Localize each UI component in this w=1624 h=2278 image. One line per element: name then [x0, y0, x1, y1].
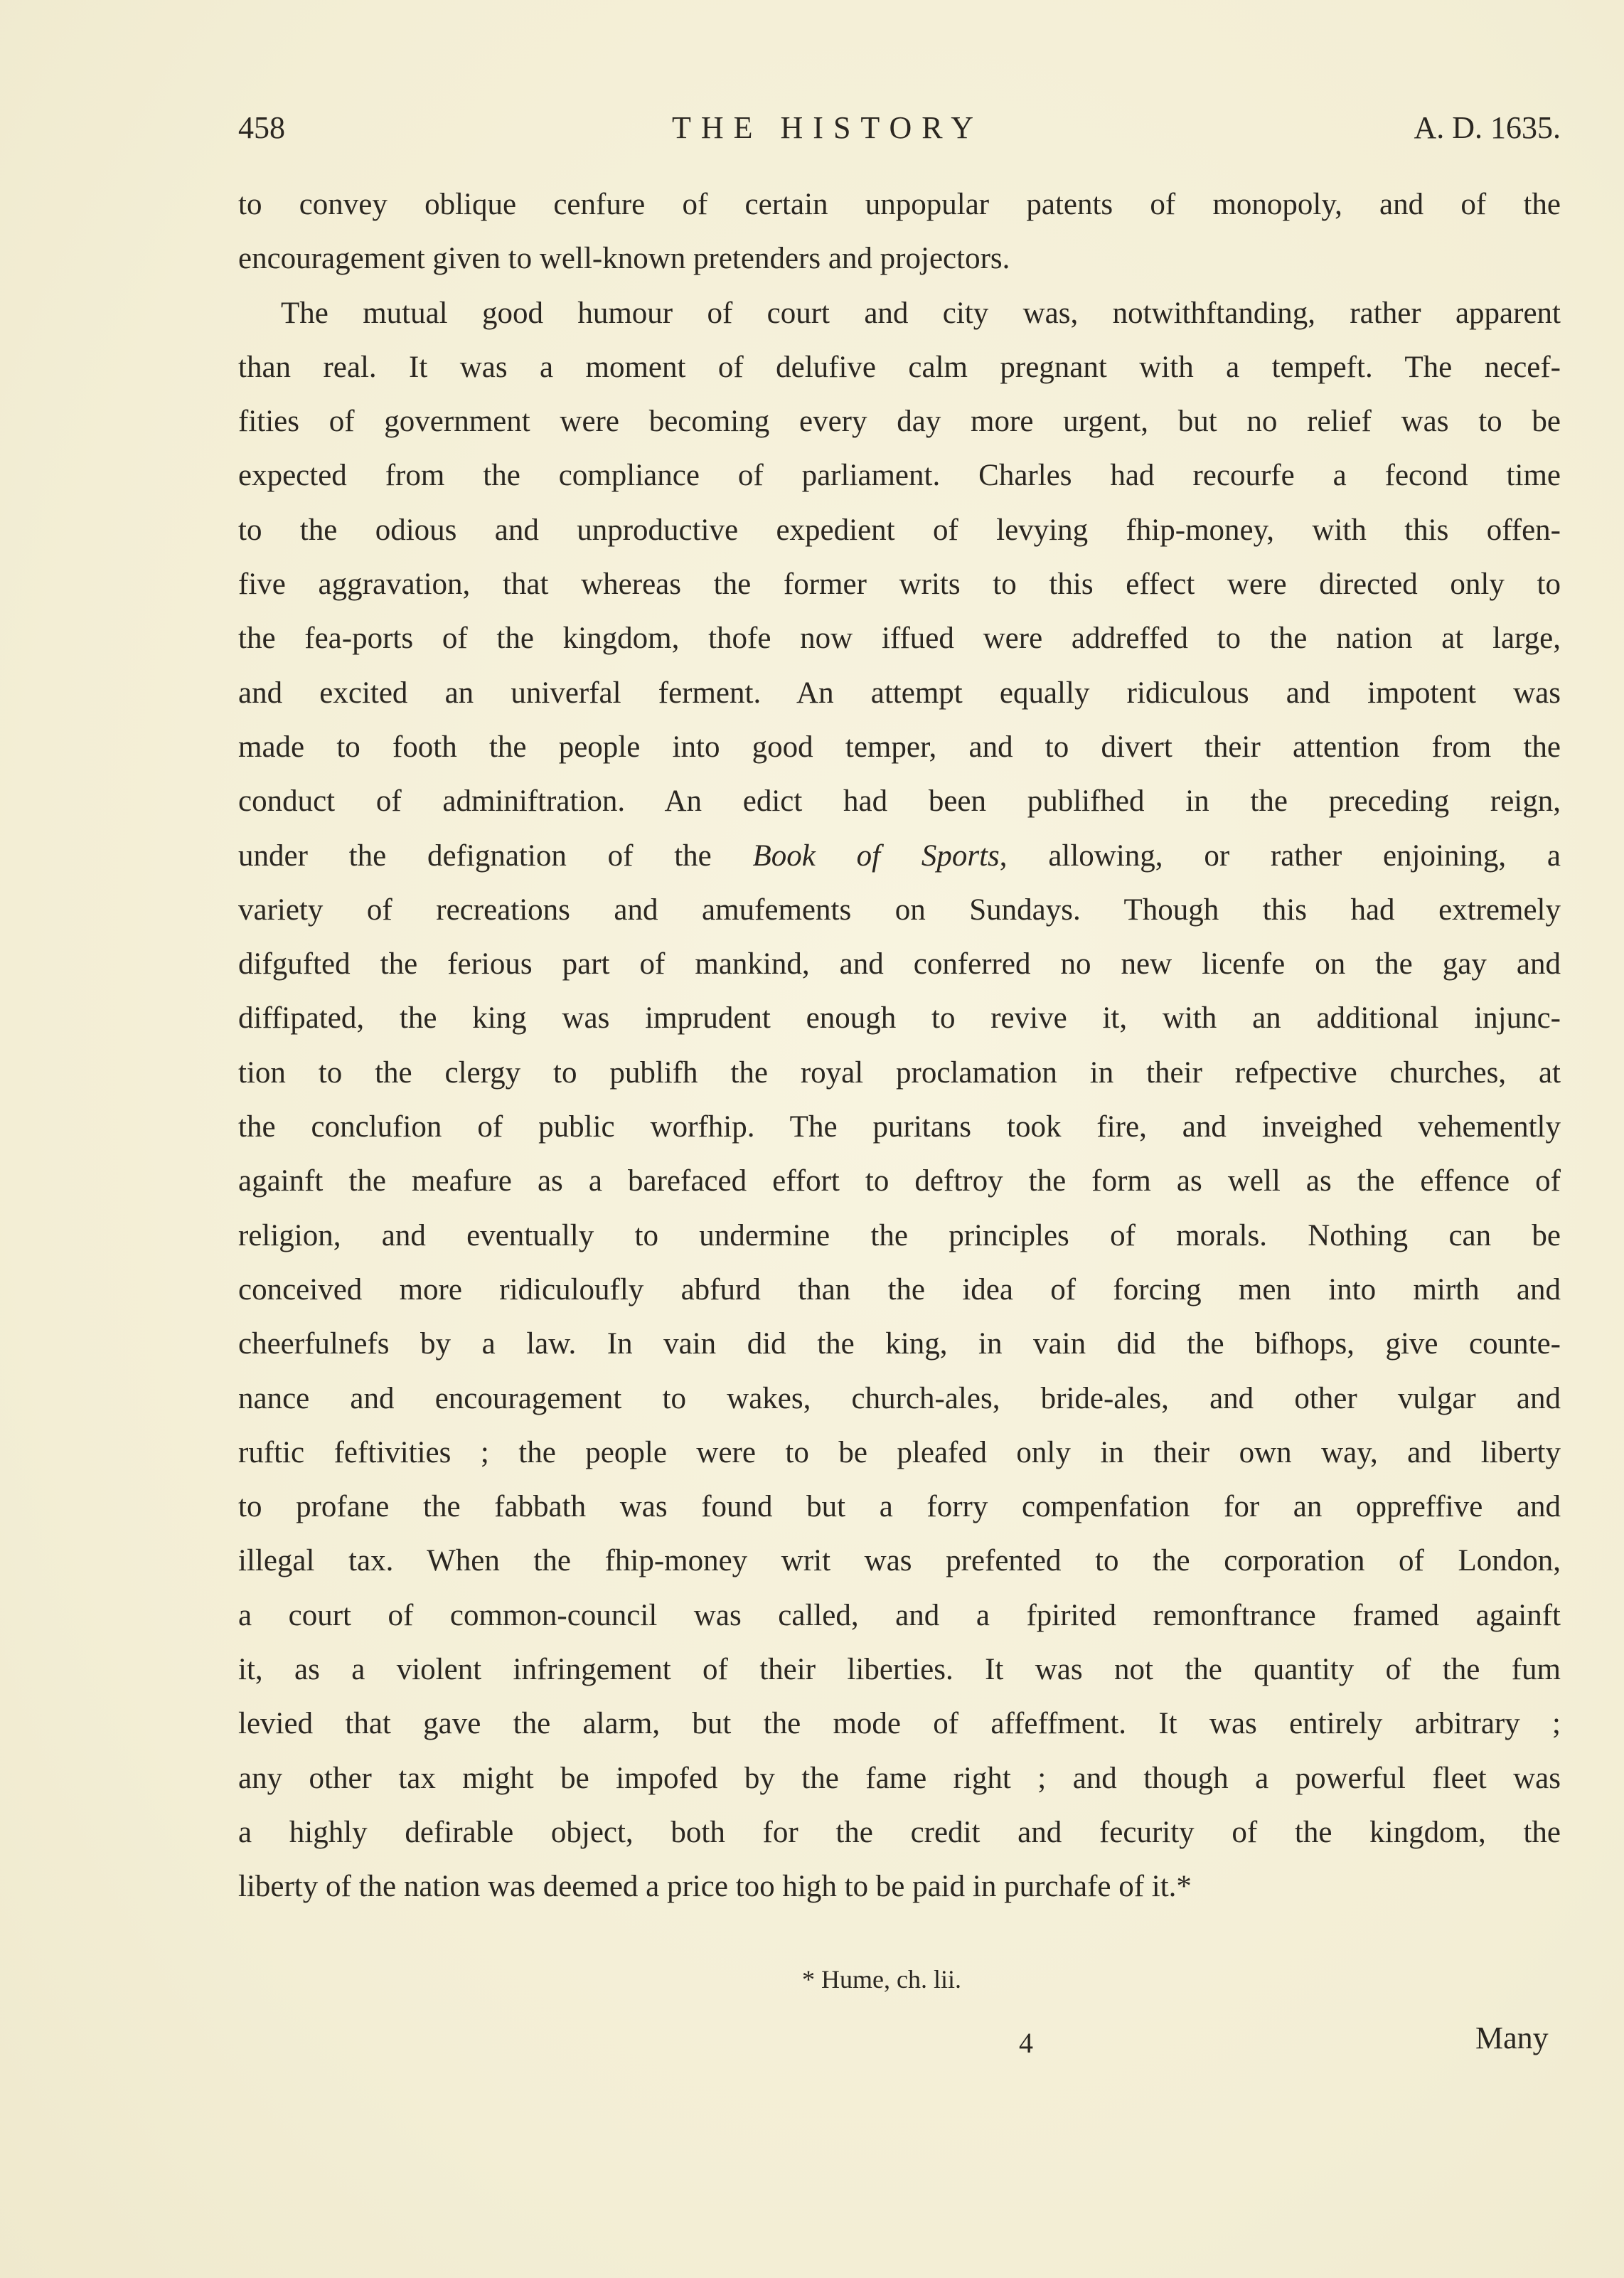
text-line: religion, and eventually to undermine the principles of morals. Nothing can be — [238, 1218, 1561, 1252]
text-line: encouragement given to well-known pretenders and projectors. — [238, 242, 1010, 276]
text-line: conceived more ridiculoufly abfurd than the idea of forcing men into mirth and — [238, 1272, 1561, 1306]
text-segment: under the defignation of the — [238, 839, 753, 873]
book-title: Book of Sports — [752, 839, 1000, 873]
text-line-book-title — [238, 835, 1561, 889]
text-line: to convey oblique cenfure of certain unpopular patents of monopoly, and of the — [238, 188, 1561, 221]
body-text — [238, 183, 1561, 1920]
text-line: difgufted the ferious part of mankind, and conferred no new licenfe on the gay and — [238, 947, 1561, 981]
text-line: cheerfulnefs by a law. In vain did the king, in vain did the bifhops, give counte- — [238, 1327, 1561, 1361]
text-line: illegal tax. When the fhip-money writ was prefented to the corporation of London, — [238, 1544, 1561, 1578]
text-line: liberty of the nation was deemed a price too high to be paid in purchafe of it.* — [238, 1870, 1192, 1904]
text-line: ruftic feftivities ; the people were to be pleafed only in their own way, and liberty — [238, 1435, 1561, 1469]
text-segment: , allowing, or rather enjoining, a — [999, 839, 1561, 873]
text-line: againft the meafure as a barefaced effort to deftroy the form as well as the effence of — [238, 1164, 1561, 1198]
text-line: it, as a violent infringement of their liberties. It was not the quantity of the fum — [238, 1653, 1561, 1687]
catchword: Many — [1475, 2021, 1549, 2055]
text-line: made to footh the people into good temper, and to divert their attention from the — [238, 730, 1561, 764]
text-line: to the odious and unproductive expedient of levying fhip-money, with this offen- — [238, 513, 1561, 547]
text-line: conduct of adminiftration. An edict had been publifhed in the preceding reign, — [238, 784, 1561, 819]
running-title: THE HISTORY — [672, 110, 983, 145]
text-line: any other tax might be impofed by the fame right ; and though a powerful fleet was — [238, 1761, 1561, 1795]
text-line: a highly defirable object, both for the credit and fecurity of the kingdom, the — [238, 1815, 1561, 1849]
text-line: diffipated, the king was imprudent enough to revive it, with an additional injunc- — [238, 1001, 1561, 1036]
text-line: five aggravation, that whereas the former writs to this effect were directed only to — [238, 568, 1561, 602]
text-line: variety of recreations and amufements on Sundays. Though this had extremely — [238, 893, 1561, 927]
signature-mark: 4 — [1019, 2027, 1033, 2059]
text-line: to profane the fabbath was found but a forry compenfation for an oppreffive and — [238, 1490, 1561, 1524]
text-line: and excited an univerfal ferment. An attempt equally ridiculous and impotent was — [238, 676, 1561, 710]
text-line: the conclufion of public worfhip. The puritans took fire, and inveighed vehemently — [238, 1110, 1561, 1144]
text-line: expected from the compliance of parliament. Charles had recourfe a fecond time — [238, 459, 1561, 493]
text-line: The mutual good humour of court and city was, notwithftanding, rather apparent — [281, 296, 1561, 330]
page-header — [238, 107, 1561, 149]
text-line: a court of common-council was called, and a fpirited remonftrance framed againft — [238, 1598, 1561, 1632]
text-line: fities of government were becoming every day more urgent, but no relief was to be — [238, 405, 1561, 439]
header-date: A. D. 1635. — [1414, 110, 1561, 145]
text-line: than real. It was a moment of delufive calm pregnant with a tempeft. The necef- — [238, 350, 1561, 384]
text-line: the fea-ports of the kingdom, thofe now iffued were addreffed to the nation at large, — [238, 622, 1561, 656]
footnote: * Hume, ch. lii. — [802, 1965, 961, 1994]
text-line: tion to the clergy to publifh the royal proclamation in their refpective churches, at — [238, 1055, 1561, 1090]
page-number: 458 — [238, 110, 285, 145]
text-line: nance and encouragement to wakes, church-ales, bride-ales, and other vulgar and — [238, 1381, 1561, 1415]
text-line: levied that gave the alarm, but the mode of affeffment. It was entirely arbitrary ; — [238, 1707, 1561, 1741]
